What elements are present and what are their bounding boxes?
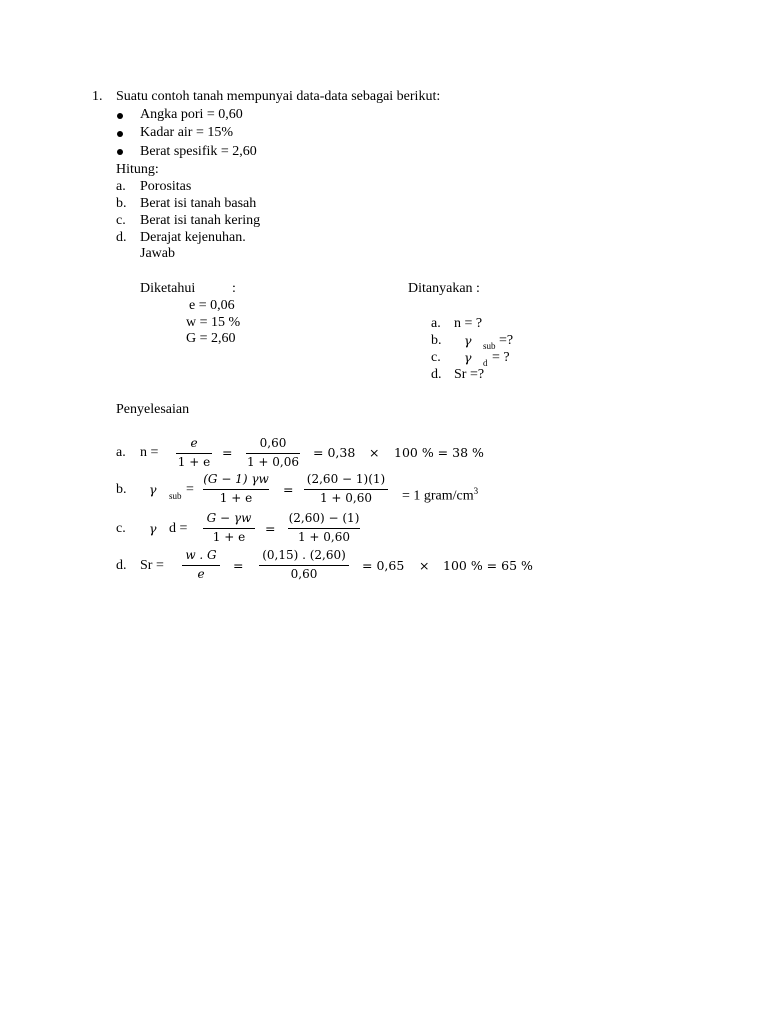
fraction-c-substituted xyxy=(288,511,360,545)
asked-gamma-sub-rest: =? xyxy=(499,333,514,348)
subscript-d: d xyxy=(483,358,488,368)
fraction-denominator: 1 + 0,60 xyxy=(319,491,373,505)
question-text: Suatu contoh tanah mempunyai data-data sebagai berikut: xyxy=(116,89,441,104)
item-text-d: Derajat kejenuhan. xyxy=(140,230,246,245)
known-water-content: w = 15 % xyxy=(186,315,241,330)
diketahui-colon: : xyxy=(232,281,236,296)
solution-d-lhs: Sr = xyxy=(140,558,164,573)
equals-sign: = xyxy=(283,482,294,497)
fraction-denominator: 1 + e xyxy=(177,455,211,469)
bullet-dot-3 xyxy=(117,149,123,155)
diketahui-label: Diketahui xyxy=(140,281,196,296)
known-void-ratio: e = 0,06 xyxy=(189,298,235,313)
bullet-item-2: Kadar air = 15% xyxy=(140,125,234,140)
fraction-numerator: (2,60) − (1) xyxy=(288,511,360,525)
solution-b-result xyxy=(402,483,478,505)
asked-letter-d: d. xyxy=(431,367,442,382)
fraction-bar xyxy=(203,489,269,490)
fraction-denominator: 0,60 xyxy=(290,567,318,581)
solution-a-lhs: n = xyxy=(140,445,159,460)
fraction-a-formula xyxy=(176,436,212,470)
fraction-denominator: 1 + 0,60 xyxy=(297,530,351,544)
bullet-item-1: Angka pori = 0,60 xyxy=(140,107,243,122)
times-sign: × xyxy=(419,558,430,573)
item-text-c: Berat isi tanah kering xyxy=(140,213,261,228)
solution-letter-c: c. xyxy=(116,521,126,536)
fraction-numerator: (G − 1) γw xyxy=(203,472,269,486)
fraction-numerator: (0,15) . (2,60) xyxy=(262,548,346,562)
asked-porosity: n = ? xyxy=(454,316,483,331)
fraction-denominator: e xyxy=(197,567,205,581)
gamma-symbol: γ xyxy=(149,521,157,536)
solution-a-percent: 100 % = 38 % xyxy=(394,445,484,460)
asked-gamma-d-rest: = ? xyxy=(492,350,510,365)
fraction-denominator: 1 + e xyxy=(219,491,253,505)
equals-sign: = xyxy=(222,445,233,460)
fraction-denominator: 1 + 0,06 xyxy=(246,455,300,469)
fraction-a-substituted xyxy=(246,436,300,470)
fraction-bar xyxy=(246,453,300,454)
solution-d-percent: 100 % = 65 % xyxy=(443,558,533,573)
hitung-label: Hitung: xyxy=(116,162,159,177)
equals-sign: = xyxy=(233,558,244,573)
known-specific-gravity: G = 2,60 xyxy=(186,331,236,346)
ditanyakan-label: Ditanyakan : xyxy=(408,281,480,296)
fraction-c-formula xyxy=(203,511,255,545)
question-number: 1. xyxy=(92,89,103,104)
item-letter-c: c. xyxy=(116,213,126,228)
fraction-numerator: w . G xyxy=(185,548,217,562)
fraction-bar xyxy=(259,565,349,566)
fraction-bar xyxy=(176,453,212,454)
asked-letter-b: b. xyxy=(431,333,442,348)
fraction-numerator: 0,60 xyxy=(259,436,287,450)
penyelesaian-label: Penyelesaian xyxy=(116,402,190,417)
fraction-b-formula xyxy=(203,472,269,506)
subscript-sub: sub xyxy=(483,341,496,351)
solution-letter-d: d. xyxy=(116,558,127,573)
item-text-b: Berat isi tanah basah xyxy=(140,196,257,211)
asked-saturation: Sr =? xyxy=(454,367,485,382)
solution-c-lhs: d = xyxy=(169,521,188,536)
solution-b-lhs-equals: = xyxy=(186,482,194,497)
item-letter-b: b. xyxy=(116,196,127,211)
asked-letter-a: a. xyxy=(431,316,441,331)
asked-letter-c: c. xyxy=(431,350,441,365)
fraction-b-substituted xyxy=(304,472,388,506)
fraction-numerator: G − γw xyxy=(206,511,252,525)
fraction-d-formula xyxy=(182,548,220,582)
fraction-bar xyxy=(182,565,220,566)
item-text-a: Porositas xyxy=(140,179,192,194)
bullet-dot-2 xyxy=(117,131,123,137)
gamma-symbol: γ xyxy=(149,482,157,497)
solution-a-result: = 0,38 xyxy=(313,445,356,460)
solution-d-result: = 0,65 xyxy=(362,558,405,573)
fraction-numerator: (2,60 − 1)(1) xyxy=(306,472,386,486)
gamma-symbol: γ xyxy=(464,350,472,365)
equals-sign: = xyxy=(265,521,276,536)
solution-letter-b: b. xyxy=(116,482,127,497)
superscript-3: 3 xyxy=(473,486,479,496)
subscript-sub: sub xyxy=(169,491,182,501)
fraction-denominator: 1 + e xyxy=(212,530,246,544)
gamma-symbol: γ xyxy=(464,333,472,348)
fraction-bar xyxy=(203,528,255,529)
item-letter-a: a. xyxy=(116,179,126,194)
solution-b-result-text: = 1 gram/cm xyxy=(402,488,474,504)
fraction-bar xyxy=(304,489,388,490)
fraction-numerator: e xyxy=(190,436,198,450)
solution-letter-a: a. xyxy=(116,445,126,460)
fraction-bar xyxy=(288,528,360,529)
fraction-d-substituted xyxy=(259,548,349,582)
item-letter-d: d. xyxy=(116,230,127,245)
bullet-dot-1 xyxy=(117,113,123,119)
times-sign: × xyxy=(369,445,380,460)
bullet-item-3: Berat spesifik = 2,60 xyxy=(140,144,257,159)
jawab-label: Jawab xyxy=(140,246,175,261)
